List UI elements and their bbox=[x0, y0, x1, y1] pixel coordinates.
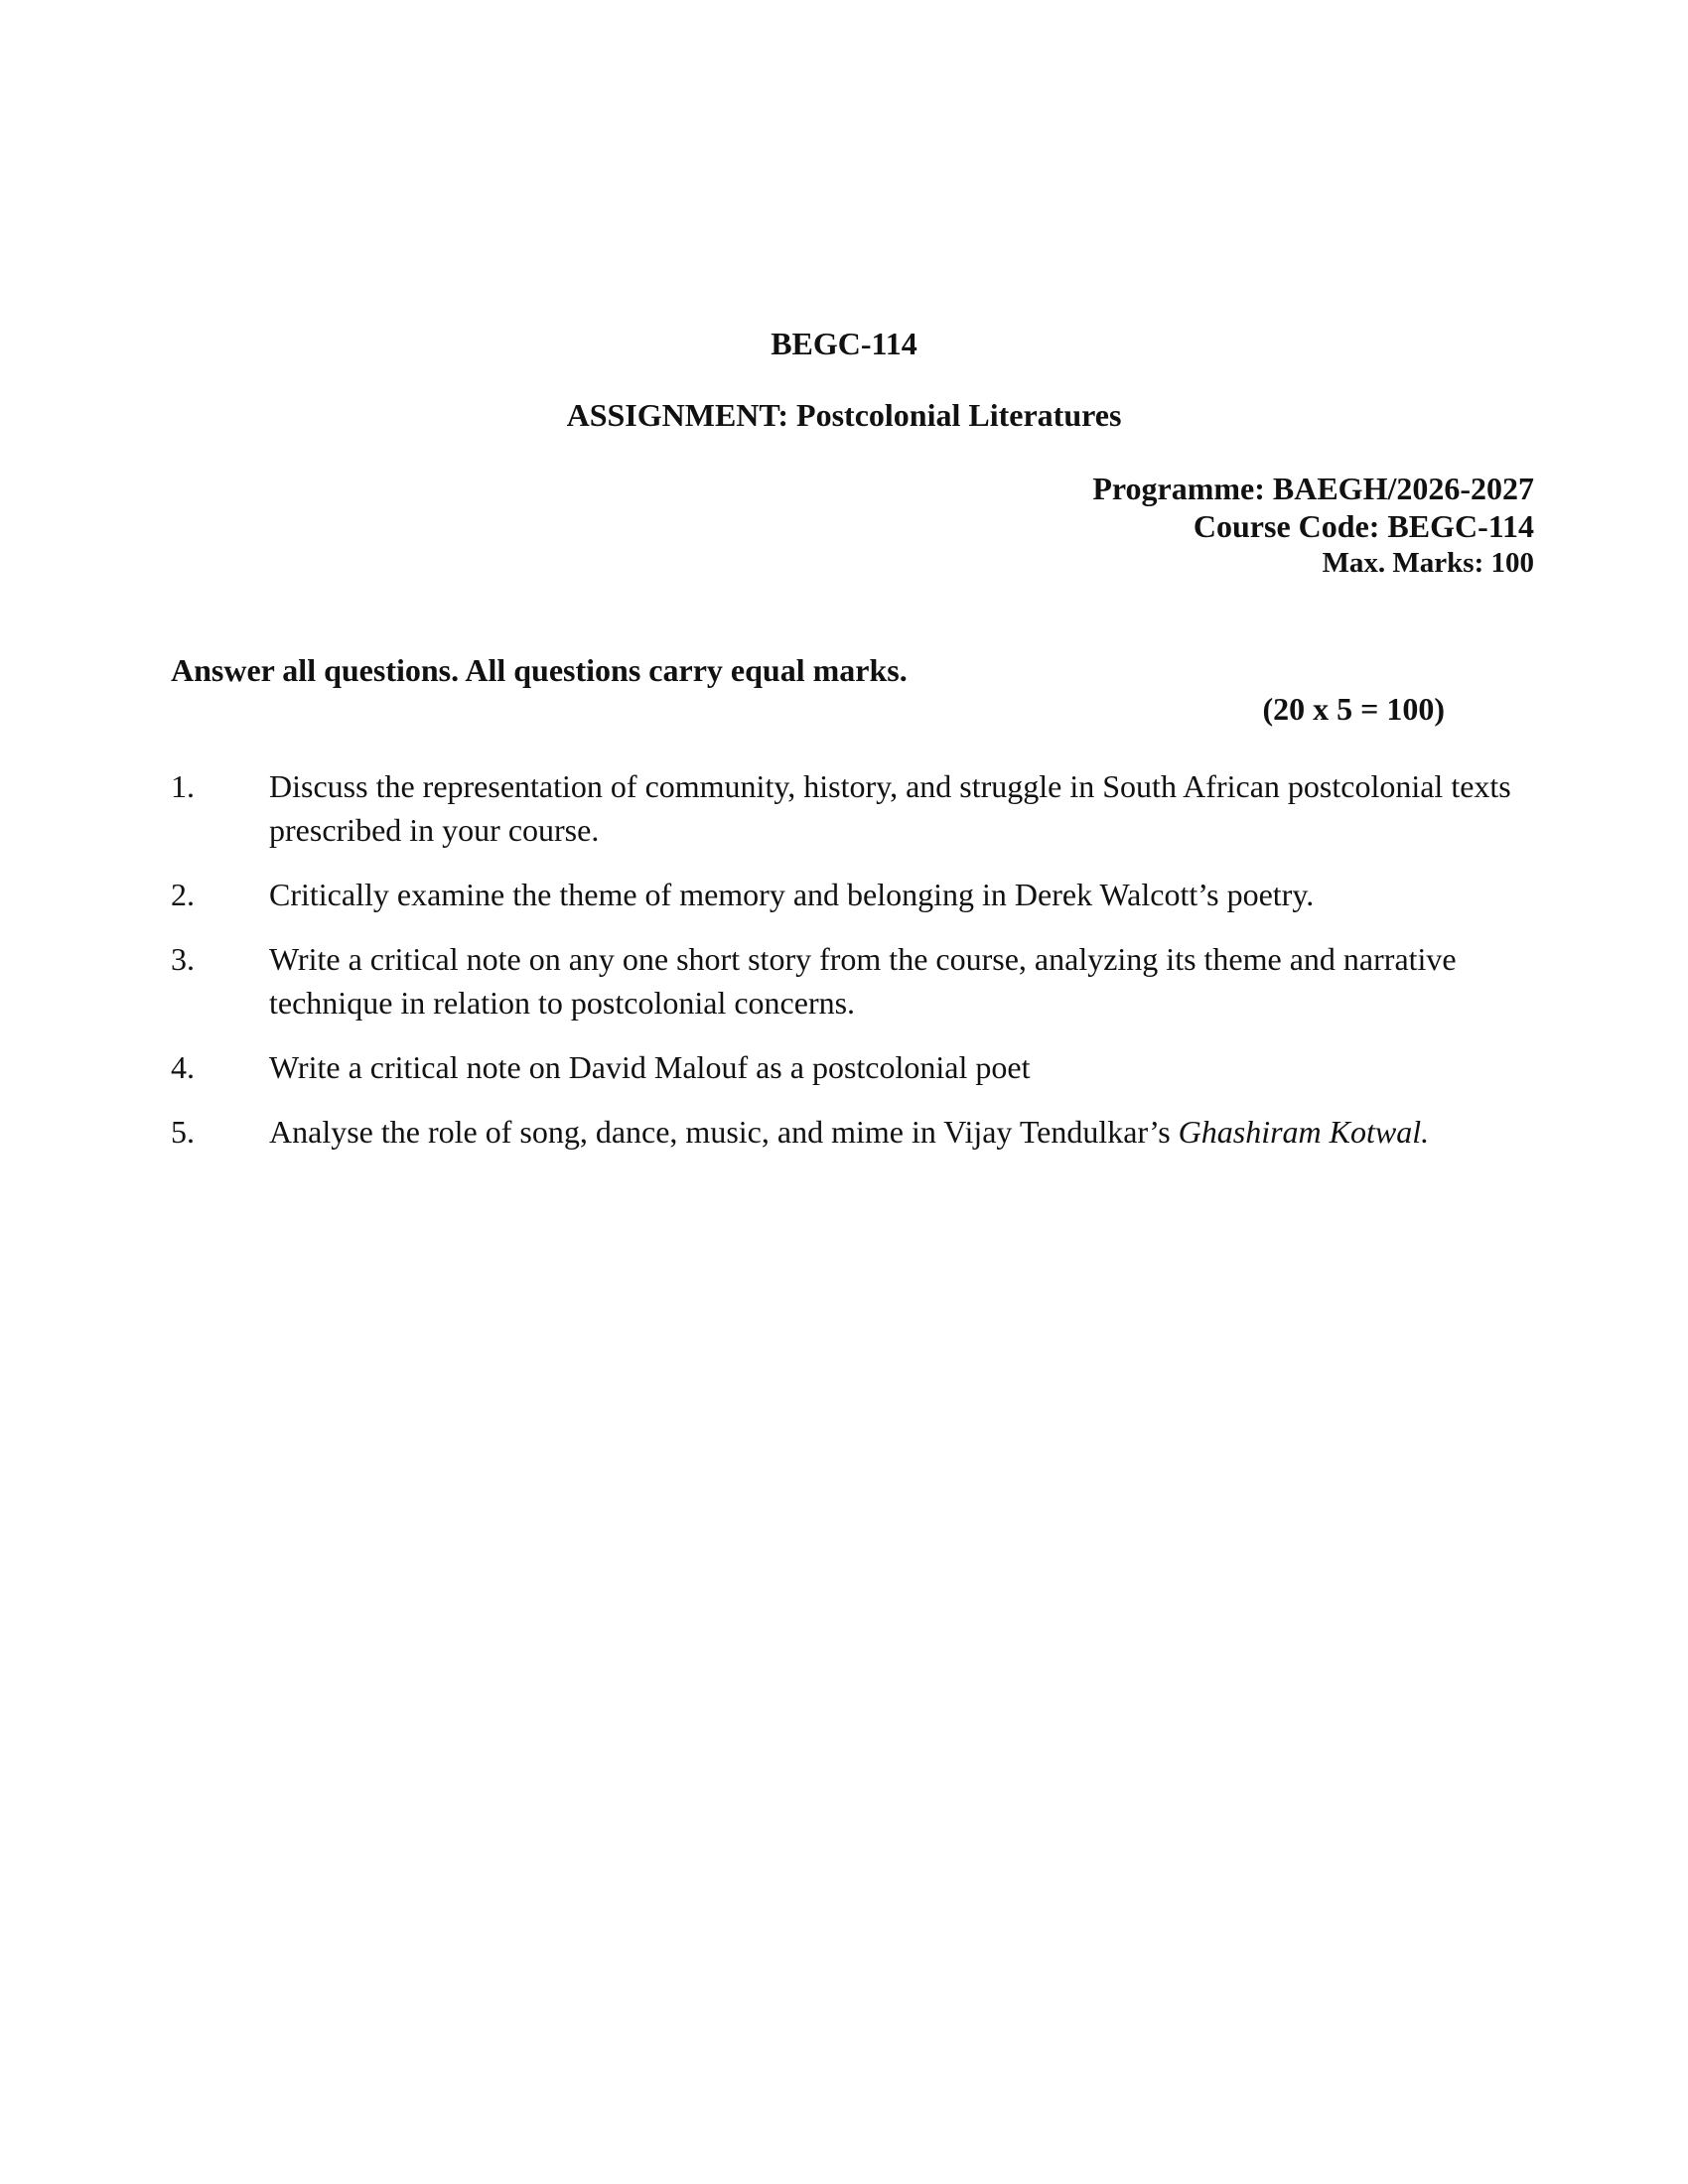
question-number: 5. bbox=[171, 1114, 195, 1150]
question-list bbox=[171, 764, 1541, 1174]
question-number: 3. bbox=[171, 941, 195, 977]
question-text-plain: Analyse the role of song, dance, music, and mime in Vijay Tendulkar’s bbox=[269, 1114, 1179, 1150]
instructions-text: Answer all questions. All questions carry equal marks. bbox=[171, 652, 908, 688]
question-text: Write a critical note on David Malouf as a postcolonial poet bbox=[269, 1049, 1031, 1085]
programme-label: Programme: BAEGH/2026-2027 bbox=[1092, 471, 1534, 506]
question-number: 1. bbox=[171, 768, 195, 804]
course-code-title: BEGC-114 bbox=[771, 326, 917, 361]
question-text: Write a critical note on any one short story from the course, analyzing its theme and narrative technique in relation to postcolonial concerns. bbox=[269, 941, 1457, 1021]
max-marks-label: Max. Marks: 100 bbox=[1322, 547, 1534, 579]
question-text: Discuss the representation of community, history, and struggle in South African postcolonial texts prescribed in your course. bbox=[269, 768, 1511, 848]
question-number: 2. bbox=[171, 877, 195, 912]
question-item bbox=[171, 873, 1541, 916]
question-number: 4. bbox=[171, 1049, 195, 1085]
question-item bbox=[171, 764, 1541, 852]
assignment-title: ASSIGNMENT: Postcolonial Literatures bbox=[566, 397, 1122, 433]
question-item bbox=[171, 1110, 1541, 1154]
play-title: Ghashiram Kotwal. bbox=[1178, 1114, 1430, 1150]
question-text: Critically examine the theme of memory and belonging in Derek Walcott’s poetry. bbox=[269, 877, 1315, 912]
question-item bbox=[171, 937, 1541, 1024]
question-item bbox=[171, 1045, 1541, 1089]
course-meta-block bbox=[1092, 470, 1534, 581]
question-text bbox=[269, 1110, 1541, 1154]
course-code-label: Course Code: BEGC-114 bbox=[1193, 508, 1534, 544]
marks-formula: (20 x 5 = 100) bbox=[1262, 691, 1445, 727]
